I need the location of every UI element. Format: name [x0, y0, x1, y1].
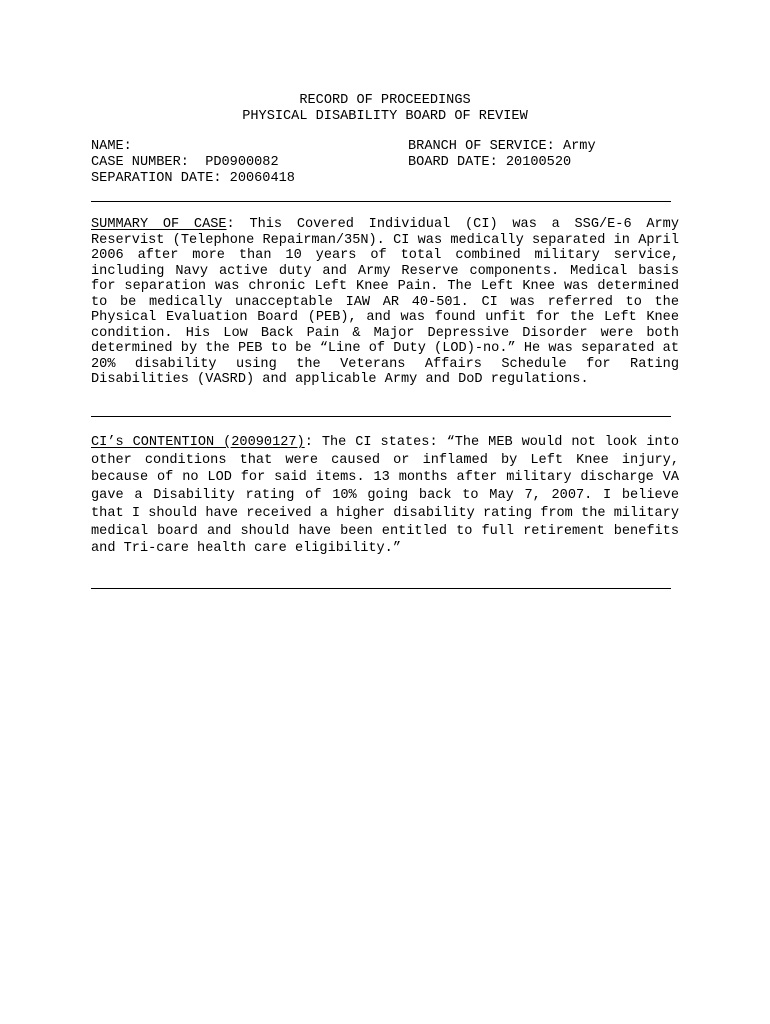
contention-text: : The CI states: “The MEB would not look into other conditions that were caused or inflamed by Left Knee injury, because of no LOD for said items. 13 months after military discharge VA gave a Disability rating of 10% going back to May 7, 2007. I believe that I should have received a higher disability rating from the military medical board and should have been entitled to full retirement benefits and Tri-care health care eligibility.”: [91, 435, 679, 557]
summary-text: : This Covered Individual (CI) was a SSG/E-6 Army Reservist (Telephone Repairman/35N). CI was medically separated in April 2006 after more than 10 years of total combined military service, including Navy active duty and Army Reserve components. Medical basis for separation was chronic Left Knee Pain. The Left Knee was determined to be medically unacceptable IAW AR 40-501. CI was referred to the Physical Evaluation Board (PEB), and was found unfit for the Left Knee condition. His Low Back Pain & Major Depressive Disorder were both determined by the PEB to be “Line of Duty (LOD)-no.” He was separated at 20% disability using the Veterans Affairs Schedule for Rating Disabilities (VASRD) and applicable Army and DoD regulations.: [91, 217, 679, 387]
section-divider: [91, 416, 671, 417]
branch-of-service-field: BRANCH OF SERVICE: Army: [408, 139, 596, 154]
name-field: NAME:: [91, 139, 132, 154]
summary-heading: SUMMARY OF CASE: [91, 217, 227, 232]
document-subtitle: PHYSICAL DISABILITY BOARD OF REVIEW: [242, 109, 528, 124]
summary-of-case-paragraph: [91, 217, 679, 388]
section-divider: [91, 588, 671, 589]
separation-date-field: SEPARATION DATE: 20060418: [91, 171, 295, 186]
case-number-field: CASE NUMBER: PD0900082: [91, 155, 279, 170]
document-title: RECORD OF PROCEEDINGS: [299, 93, 471, 108]
board-date-field: BOARD DATE: 20100520: [408, 155, 572, 170]
section-divider: [91, 201, 671, 202]
contention-paragraph: [91, 434, 679, 558]
contention-heading: CI’s CONTENTION (20090127): [91, 435, 305, 450]
